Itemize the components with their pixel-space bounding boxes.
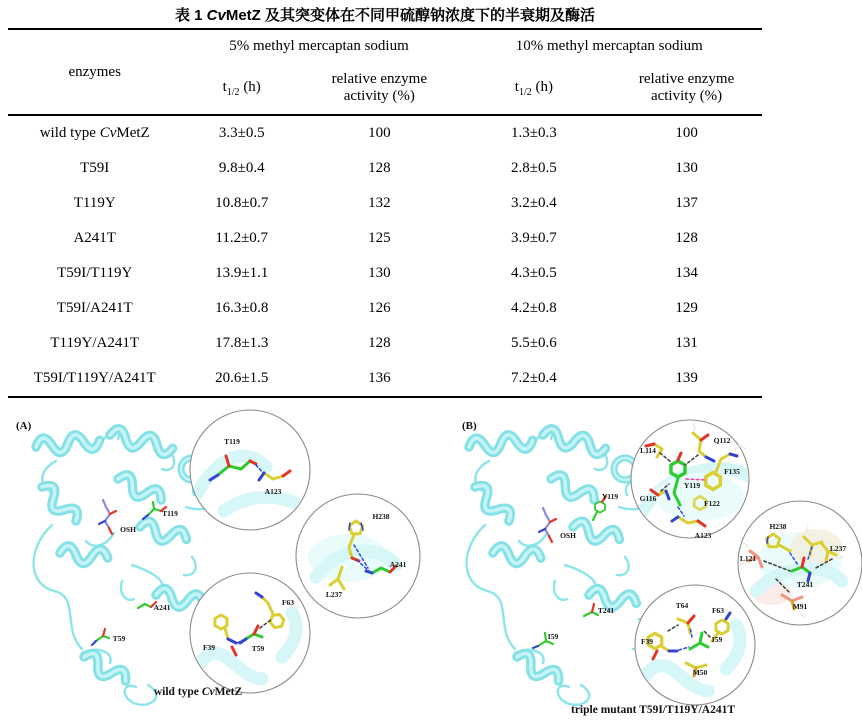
panel-b-caption: triple mutant T59I/T119Y/A241T: [571, 704, 735, 716]
cell-activity-10pct: 134: [675, 265, 698, 281]
residue-label: H238: [769, 522, 787, 531]
panel-a-caption: wild type CvMetZ: [153, 686, 243, 698]
site-label: I59: [547, 632, 559, 641]
table-title-suffix: 及其突变体在不同甲硫醇钠浓度下的半衰期及酶活: [260, 7, 596, 24]
cell-activity-5pct: 100: [368, 125, 391, 141]
cell-halflife-10pct: 4.2±0.8: [511, 300, 557, 316]
residue-label: L114: [640, 446, 656, 455]
site-t241-b: [584, 604, 598, 616]
residue-label: F63: [711, 606, 725, 615]
cell-activity-10pct: 130: [675, 160, 698, 176]
site-t59-a: [92, 629, 109, 645]
protein-cartoon-b: [467, 427, 653, 705]
ligand-osh-b: [539, 508, 556, 542]
cell-halflife-5pct: 13.9±1.1: [215, 265, 269, 281]
site-label: T119: [162, 509, 178, 518]
residue-label: T64: [675, 601, 689, 610]
cell-activity-5pct: 125: [368, 230, 391, 246]
site-label: A241: [153, 603, 171, 612]
residue-label: H238: [372, 512, 390, 521]
cell-halflife-10pct: 3.2±0.4: [511, 195, 557, 211]
cell-halflife-10pct: 4.3±0.5: [511, 265, 557, 281]
cell-enzyme: T59I: [80, 160, 110, 176]
residue-label: A241: [389, 560, 407, 569]
ligand-label: OSH: [120, 525, 136, 534]
cell-activity-5pct: 126: [368, 300, 391, 316]
residue-label: F39: [202, 643, 216, 652]
residue-label: T241: [796, 580, 814, 589]
table-title-prefix: 表 1: [174, 7, 207, 24]
table-row: [8, 221, 762, 256]
table-row: [8, 186, 762, 221]
cell-activity-10pct: 131: [675, 335, 698, 351]
cell-halflife-10pct: 7.2±0.4: [511, 370, 557, 386]
col-header-enzymes: enzymes: [68, 63, 121, 80]
table-row: [8, 115, 762, 151]
residue-label: Q112: [713, 436, 731, 445]
cell-enzyme: wild type CvMetZ: [39, 125, 150, 141]
residue-label: L121: [739, 554, 757, 563]
cell-halflife-10pct: 3.9±0.7: [511, 230, 557, 246]
group-header-10pct: 10% methyl mercaptan sodium: [515, 37, 703, 54]
ligand-label: OSH: [560, 531, 576, 540]
cell-activity-5pct: 128: [368, 160, 391, 176]
col-header-activity-10pct: relative enzyme activity (%): [638, 71, 735, 104]
cell-activity-5pct: 128: [368, 335, 391, 351]
cell-halflife-10pct: 2.8±0.5: [511, 160, 557, 176]
residue-label: M91: [792, 602, 808, 611]
residue-label: F63: [281, 598, 295, 607]
site-label: T59: [112, 634, 126, 643]
inset-a-t119: [190, 410, 310, 530]
cell-enzyme: A241T: [73, 230, 116, 246]
table-block: [8, 0, 762, 398]
cell-activity-5pct: 130: [368, 265, 391, 281]
cell-halflife-10pct: 1.3±0.3: [511, 125, 557, 141]
table-row: [8, 291, 762, 326]
cell-halflife-5pct: 3.3±0.5: [218, 125, 265, 141]
residue-label: Y119: [683, 481, 701, 490]
inset-a-a241: [296, 494, 420, 618]
residue-label: G116: [639, 494, 657, 503]
residue-label: M50: [692, 668, 708, 677]
cell-enzyme: T119Y/A241T: [50, 335, 139, 351]
cell-activity-10pct: 137: [675, 195, 698, 211]
cell-halflife-5pct: 20.6±1.5: [215, 370, 269, 386]
table-row: [8, 361, 762, 397]
structure-figure: [0, 395, 862, 727]
residue-label: A123: [264, 487, 282, 496]
table-title: [8, 0, 762, 28]
cell-activity-5pct: 132: [368, 195, 391, 211]
col-header-halflife-10pct: $t_{1/2}$ (h): [514, 78, 553, 98]
residue-label: F135: [724, 467, 740, 476]
cell-activity-10pct: 100: [675, 125, 698, 141]
panel-a-tag: (A): [16, 420, 32, 432]
results-table: [8, 28, 762, 398]
cell-halflife-5pct: 16.3±0.8: [215, 300, 269, 316]
residue-label: L237: [829, 544, 847, 553]
residue-label: I59: [711, 635, 723, 644]
cell-activity-10pct: 139: [675, 370, 698, 386]
cell-enzyme: T119Y: [73, 195, 116, 211]
residue-label: T59: [251, 644, 265, 653]
cell-activity-10pct: 128: [675, 230, 698, 246]
cell-activity-10pct: 129: [675, 300, 698, 316]
table-row: [8, 256, 762, 291]
inset-b-t241: [738, 501, 862, 625]
panel-b-tag: (B): [462, 420, 477, 432]
inset-a-t59: [190, 573, 310, 693]
residue-label: T119: [224, 437, 240, 446]
cell-halflife-5pct: 17.8±1.3: [215, 335, 269, 351]
inset-b-y119: [631, 420, 764, 540]
table-title-italic: Cv: [206, 7, 226, 24]
col-header-halflife-5pct: $t_{1/2}$ (h): [222, 78, 261, 98]
inset-b-i59: [635, 585, 755, 705]
cell-halflife-10pct: 5.5±0.6: [511, 335, 557, 351]
residue-label: F39: [640, 637, 654, 646]
cell-activity-5pct: 136: [368, 370, 391, 386]
cell-halflife-5pct: 11.2±0.7: [215, 230, 269, 246]
table-title-bold: MetZ: [225, 7, 261, 24]
ligand-osh-a: [99, 500, 116, 534]
cell-enzyme: T59I/A241T: [56, 300, 133, 316]
col-header-activity-5pct: relative enzyme activity (%): [331, 71, 427, 104]
group-header-row: [8, 29, 762, 62]
residue-label: F122: [704, 499, 720, 508]
residue-label: A123: [694, 531, 712, 540]
cell-halflife-5pct: 9.8±0.4: [218, 160, 265, 176]
site-label: T241: [597, 606, 615, 615]
cell-halflife-5pct: 10.8±0.7: [215, 195, 269, 211]
panel-a: [16, 410, 420, 705]
site-label: Y119: [601, 492, 619, 501]
panel-b: [462, 420, 862, 716]
table-row: [8, 151, 762, 186]
cell-enzyme: T59I/T119Y: [57, 265, 133, 281]
table-row: [8, 326, 762, 361]
group-header-5pct: 5% methyl mercaptan sodium: [229, 37, 409, 54]
residue-label: L237: [325, 590, 343, 599]
cell-enzyme: T59I/T119Y/A241T: [33, 370, 156, 386]
